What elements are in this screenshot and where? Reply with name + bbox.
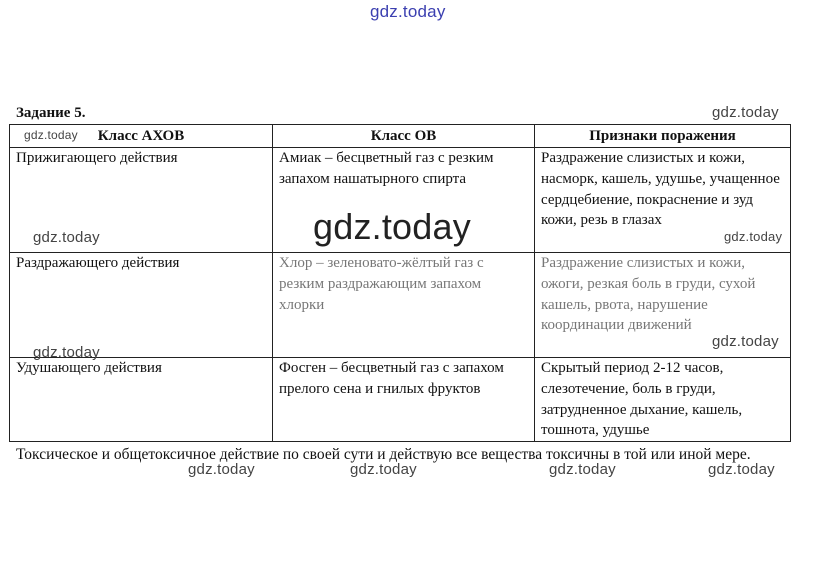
chemical-agents-table: [9, 124, 791, 442]
cell-agent: Хлор – зеленовато-жёлтый газ с резким раздражающим запахом хлорки: [273, 253, 535, 358]
table-row: [10, 253, 791, 358]
watermark: gdz.today: [188, 461, 255, 478]
watermark: gdz.today: [24, 128, 78, 142]
watermark: gdz.today: [33, 344, 100, 361]
header-ov-class: Класс ОВ: [273, 125, 535, 148]
watermark: gdz.today: [724, 229, 783, 244]
task-title: Задание 5.: [16, 105, 86, 121]
table-row: [10, 358, 791, 442]
cell-signs: Раздражение слизистых и кожи, насморк, кашель, удушье, учащенное сердцебиение, покраснение и зуд кожи, резь в глазах: [535, 148, 791, 253]
cell-class: Прижигающего действия: [10, 148, 273, 253]
cell-agent: Амиак – бесцветный газ с резким запахом нашатырного спирта: [273, 148, 535, 253]
cell-signs: Скрытый период 2-12 часов, слезотечение, боль в груди, затрудненное дыхание, кашель, тошнота, удушье: [535, 358, 791, 442]
cell-agent: Фосген – бесцветный газ с запахом прелого сена и гнилых фруктов: [273, 358, 535, 442]
watermark: gdz.today: [712, 104, 779, 121]
header-damage-signs: Признаки поражения: [535, 125, 791, 148]
footer-text: Токсическое и общетоксичное действие по своей сути и действую все вещества токсичны в той или иной мере.: [16, 446, 751, 463]
watermark: gdz.today: [708, 461, 775, 478]
watermark: gdz.today: [33, 229, 100, 246]
watermark: gdz.today: [350, 461, 417, 478]
watermark: gdz.today: [549, 461, 616, 478]
cell-class: Удушающего действия: [10, 358, 273, 442]
watermark-center: gdz.today: [313, 206, 471, 247]
header-ahov-class: Класс АХОВ: [10, 125, 273, 148]
table-header-row: [10, 125, 791, 148]
cell-class: Раздражающего действия: [10, 253, 273, 358]
watermark-top: gdz.today: [370, 2, 446, 21]
cell-signs: Раздражение слизистых и кожи, ожоги, резкая боль в груди, сухой кашель, рвота, нарушение координации движений: [535, 253, 791, 358]
watermark: gdz.today: [712, 333, 779, 350]
